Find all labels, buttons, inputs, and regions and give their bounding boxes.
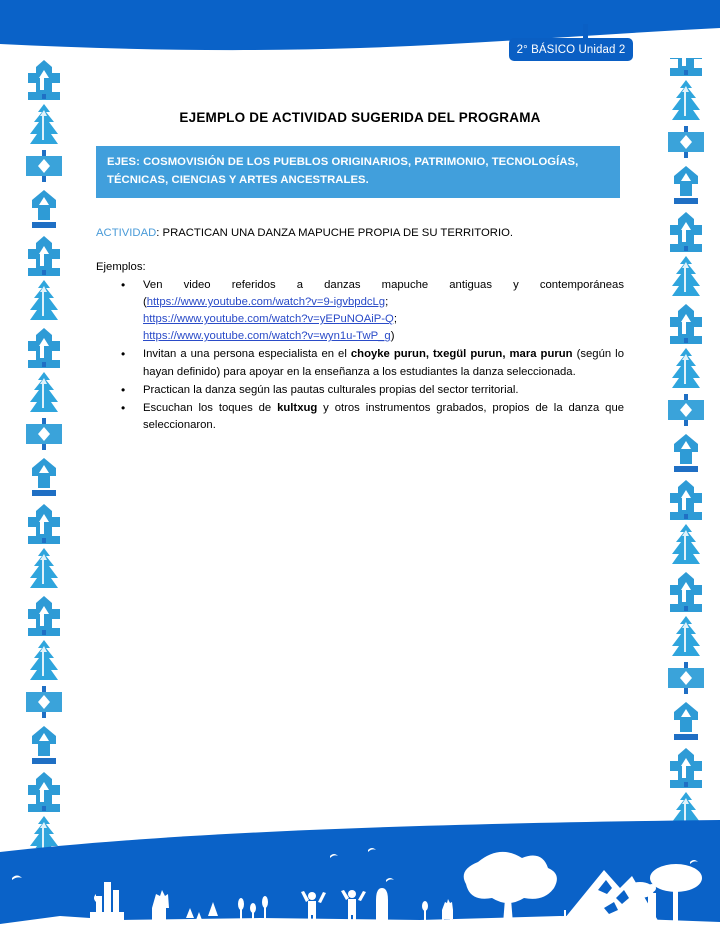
bullet-4-pre: Escuchan los toques de — [143, 401, 278, 414]
bullet-3-text: Practican la danza según las pautas culturales propias del sector territorial. — [143, 383, 519, 396]
list-item — [96, 400, 624, 434]
youtube-link-1[interactable]: https://www.youtube.com/watch?v=9-igvbpdcLg — [146, 295, 386, 308]
bullet-1-text: • Ven video referidos a danzas mapuche antiguas y contemporáneas — [143, 278, 624, 291]
bullet-4-post: y otros instrumentos grabados, propios de la danza que seleccionaron. — [143, 401, 625, 432]
youtube-link-3[interactable]: https://www.youtube.com/watch?v=wyn1u-TwP_g — [143, 330, 391, 343]
activity-text: : PRACTICAN UNA DANZA MAPUCHE PROPIA DE SU TERRITORIO. — [156, 227, 514, 239]
paren-close: ) — [390, 330, 395, 343]
youtube-link-2[interactable]: https://www.youtube.com/watch?v=yEPuNOAiP-Q — [143, 313, 394, 326]
list-item — [96, 346, 624, 380]
bullet-1-links-2 — [143, 311, 624, 328]
unit-badge-label: 2° BÁSICO Unidad 2 — [516, 43, 626, 56]
paren-open: ( — [143, 295, 147, 308]
link-separator-2: ; — [393, 313, 397, 326]
list-item — [96, 382, 624, 399]
list-item — [96, 277, 624, 346]
examples-list — [96, 277, 624, 434]
bullet-2-pre: Invitan a una persona especialista en el — [143, 348, 351, 361]
page-title: EJEMPLO DE ACTIVIDAD SUGERIDA DEL PROGRAMA — [179, 110, 541, 125]
bullet-2-post: (según lo hayan definido) para apoyar en la enseñanza a los estudiantes la danza seleccionada. — [143, 348, 624, 378]
left-border-ornament — [16, 58, 72, 848]
right-border-ornament — [658, 58, 714, 848]
activity-line — [96, 226, 624, 242]
document-content — [96, 0, 624, 435]
bullet-4-term: kultxug — [277, 401, 318, 414]
bullet-2-terms: choyke purun, txegül purun, mara purun — [350, 348, 573, 361]
bullet-1-links-3 — [143, 328, 624, 345]
activity-label: ACTIVIDAD — [96, 227, 157, 239]
ejes-banner — [96, 146, 620, 198]
ejes-banner-text: EJES: COSMOVISIÓN DE LOS PUEBLOS ORIGINARIOS, PATRIMONIO, TECNOLOGÍAS, TÉCNICAS, CIENCIAS Y ARTES ANCESTRALES. — [107, 156, 579, 186]
link-separator-1: ; — [385, 295, 389, 308]
examples-label: Ejemplos: — [96, 260, 146, 273]
bullet-1-links — [143, 294, 624, 311]
footer-landscape-illustration — [0, 820, 720, 932]
